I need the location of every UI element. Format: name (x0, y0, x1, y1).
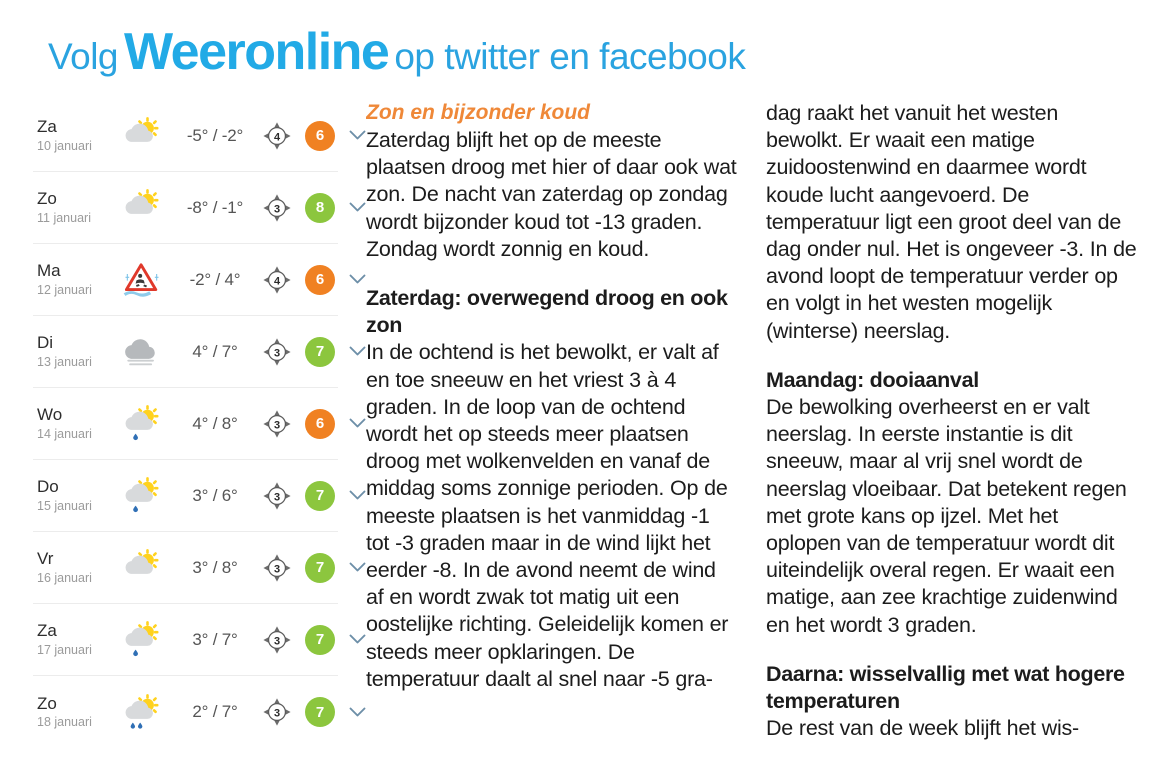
subheading-zaterdag: Zaterdag: overwegend droog en ook zon (366, 286, 728, 338)
temperature-range: 3° / 7° (192, 629, 238, 649)
header-prefix: Volg (48, 36, 119, 77)
svg-text:3: 3 (273, 346, 281, 359)
temperature-range: 3° / 6° (192, 485, 238, 505)
paragraph-maandag: De bewolking overheerst en er valt neerslag. In eerste instantie is dit sneeuw, maar al vrij snel wordt de neerslag vloeibaar. Dat betekent regen met grote kans op ijzel. Met het oplopen van de temperatuur wordt dit uiteindelijk overal regen. Er waait een matige, aan zee krachtige zuidenwind en het wordt 3 graden. (766, 395, 1127, 637)
score-value: 6 (305, 121, 335, 151)
ice-warning-triangle-icon (111, 261, 173, 298)
day-date: 13 januari (37, 354, 92, 369)
wind-compass-icon (257, 481, 297, 511)
page-title (0, 0, 1160, 86)
forecast-day-label (33, 188, 111, 226)
wind-compass-icon (257, 409, 297, 439)
forecast-row[interactable] (33, 532, 338, 604)
article-intro-paragraph: Zaterdag blijft het op de meeste plaatsen droog met hier of daar ook wat zon. De nacht van zaterdag op zondag wordt bijzonder koud tot -13 graden. Zondag wordt zonnig en koud. (366, 128, 737, 261)
day-name: Vr (37, 549, 54, 569)
temperature-range: 3° / 8° (192, 557, 238, 577)
wind-compass-icon (257, 337, 297, 367)
day-name: Zo (37, 693, 57, 713)
weather-score-badge (297, 409, 343, 439)
wind-compass-icon (257, 553, 297, 583)
cloud-with-fog-icon (111, 333, 173, 370)
header-suffix: op twitter en facebook (394, 36, 746, 77)
forecast-day-label (33, 332, 111, 370)
weather-score-badge (297, 481, 343, 511)
svg-text:3: 3 (273, 634, 281, 647)
wind-compass-icon (257, 265, 297, 295)
day-date: 12 januari (37, 282, 92, 297)
paragraph-daarna: De rest van de week blijft het wis- (766, 716, 1079, 741)
forecast-day-label (33, 404, 111, 442)
article-column-middle (366, 100, 738, 768)
forecast-row[interactable] (33, 244, 338, 316)
forecast-day-label (33, 260, 111, 298)
day-date: 18 januari (37, 715, 92, 730)
subheading-maandag: Maandag: dooiaanval (766, 367, 979, 392)
sun-cloud-rain-heavy-icon (111, 694, 173, 731)
weather-score-badge (297, 625, 343, 655)
day-name: Za (37, 621, 57, 641)
forecast-row[interactable] (33, 388, 338, 460)
day-name: Za (37, 117, 57, 137)
day-name: Do (37, 477, 59, 497)
forecast-day-label (33, 620, 111, 658)
weather-score-badge (297, 193, 343, 223)
day-date: 11 januari (37, 210, 91, 225)
temperature-range: -2° / 4° (189, 269, 241, 289)
weather-score-badge (297, 121, 343, 151)
wind-compass-icon (257, 193, 297, 223)
forecast-day-label (33, 476, 111, 514)
wind-compass-icon (257, 697, 297, 727)
wind-compass-icon (257, 625, 297, 655)
weather-score-badge (297, 337, 343, 367)
temperature-range: 4° / 8° (192, 413, 238, 433)
day-date: 10 januari (37, 138, 92, 153)
svg-text:3: 3 (273, 707, 281, 720)
day-name: Ma (37, 261, 61, 281)
temperature-range: -5° / -2° (186, 125, 244, 145)
score-value: 6 (305, 265, 335, 295)
sun-cloud-rain-icon (111, 621, 173, 658)
svg-text:3: 3 (273, 490, 281, 503)
day-name: Di (37, 333, 54, 353)
paragraph-zaterdag: In de ochtend is het bewolkt, er valt af en toe sneeuw en het vriest 3 à 4 graden. In de loop van de ochtend wordt het op steeds meer plaatsen droog met wolkenvelden en vanaf de middag soms zonnige perioden. Op de meeste plaatsen is het vanmiddag -1 tot -3 graden maar in de wind lijkt het eerder -8. In de avond neemt de wind af en wordt zwak tot matig uit een oostelijke richting. Geleidelijk komen er steeds meer opklaringen. De temperatuur daalt al snel naar -5 gra- (366, 340, 729, 691)
sun-behind-cloud-icon (111, 189, 173, 226)
day-date: 15 januari (37, 498, 92, 513)
day-date: 16 januari (37, 570, 92, 585)
svg-text:4: 4 (273, 130, 281, 143)
weather-score-badge (297, 553, 343, 583)
day-date: 17 januari (37, 642, 92, 657)
day-name: Wo (37, 405, 63, 425)
forecast-row[interactable] (33, 316, 338, 388)
day-name: Zo (37, 189, 57, 209)
article-kicker: Zon en bijzonder koud (366, 101, 590, 124)
weather-score-badge (297, 697, 343, 727)
forecast-day-label (33, 548, 111, 586)
brand-name: Weeronline (124, 23, 389, 81)
svg-text:3: 3 (273, 418, 281, 431)
article-column-right (766, 100, 1138, 768)
sun-behind-cloud-icon (111, 117, 173, 154)
forecast-row[interactable] (33, 172, 338, 244)
sun-cloud-rain-icon (111, 405, 173, 442)
score-value: 7 (305, 481, 335, 511)
weather-score-badge (297, 265, 343, 295)
score-value: 7 (305, 625, 335, 655)
forecast-row[interactable] (33, 676, 338, 748)
temperature-range: 4° / 7° (192, 341, 238, 361)
score-value: 7 (305, 697, 335, 727)
score-value: 8 (305, 193, 335, 223)
forecast-day-label (33, 693, 111, 731)
forecast-row[interactable] (33, 460, 338, 532)
sun-behind-cloud-icon (111, 549, 173, 586)
day-date: 14 januari (37, 426, 92, 441)
score-value: 7 (305, 553, 335, 583)
wind-compass-icon (257, 121, 297, 151)
paragraph-zondag: dag raakt het vanuit het westen bewolkt. Er waait een matige zuidoostenwind en daarmee wordt koude lucht aangevoerd. De temperatuur ligt een groot deel van de dag onder nul. Het is ongeveer -3. In de avond loopt de temperatuur verder op en volgt in het westen mogelijk (winterse) neerslag. (766, 101, 1137, 343)
temperature-range: -8° / -1° (186, 197, 244, 217)
subheading-daarna: Daarna: wisselvallig met wat hogere temperaturen (766, 661, 1125, 714)
sun-cloud-rain-icon (111, 477, 173, 514)
forecast-list (33, 100, 338, 748)
temperature-range: 2° / 7° (192, 702, 238, 721)
forecast-row[interactable] (33, 100, 338, 172)
score-value: 6 (305, 409, 335, 439)
score-value: 7 (305, 337, 335, 367)
svg-text:3: 3 (273, 202, 281, 215)
forecast-row[interactable] (33, 604, 338, 676)
svg-text:4: 4 (273, 274, 281, 287)
svg-text:3: 3 (273, 562, 281, 575)
main-content (0, 86, 1160, 772)
forecast-day-label (33, 116, 111, 154)
